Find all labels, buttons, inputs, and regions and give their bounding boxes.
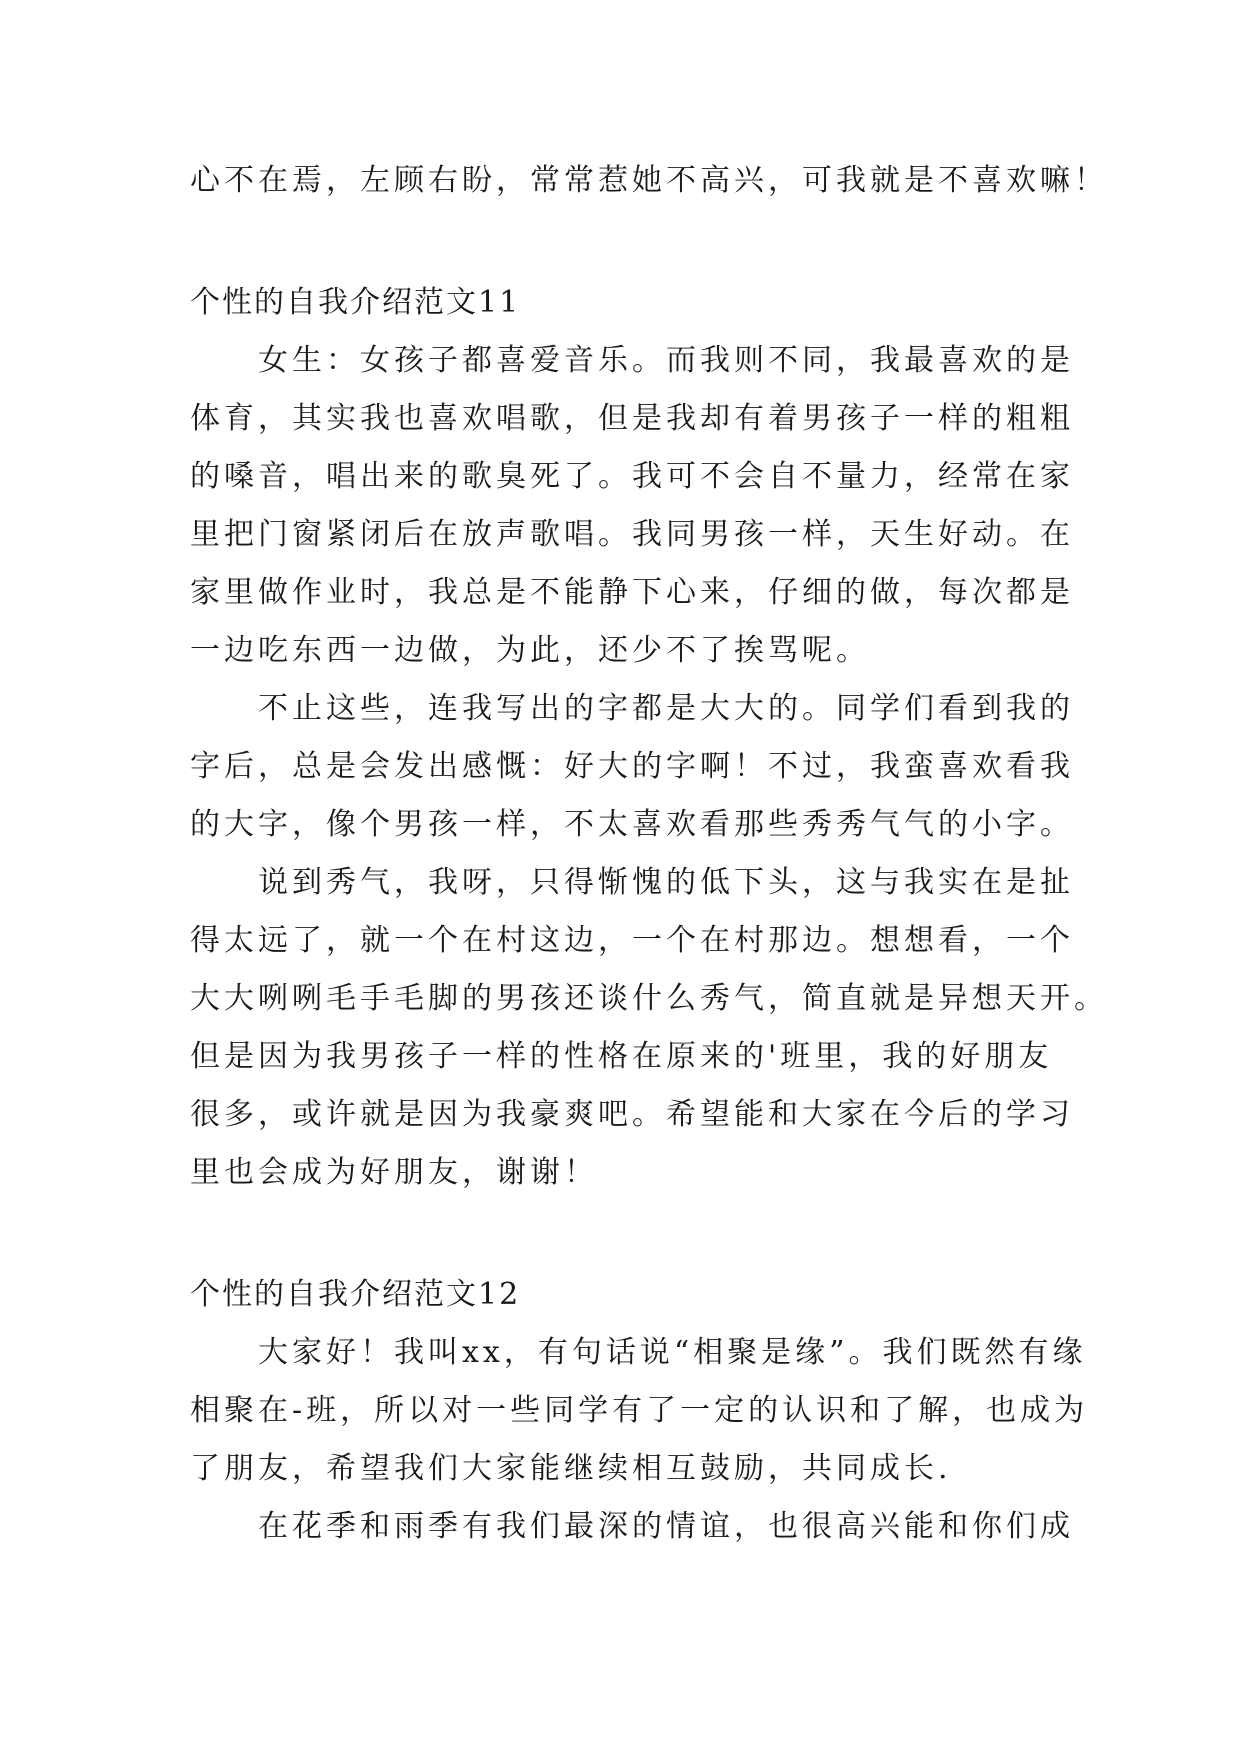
paragraph-line: 里把门窗紧闭后在放声歌唱。我同男孩一样，天生好动。在 <box>190 517 1074 552</box>
paragraph-line: 的嗓音，唱出来的歌臭死了。我可不会自不量力，经常在家 <box>190 459 1074 494</box>
paragraph-line: 相聚在-班，所以对一些同学有了一定的认识和了解，也成为 <box>190 1393 1089 1428</box>
paragraph-line: 说到秀气，我呀，只得惭愧的低下头，这与我实在是扯 <box>258 865 1074 900</box>
paragraph-line: 得太远了，就一个在村这边，一个在村那边。想想看，一个 <box>190 923 1074 958</box>
paragraph-line: 大大咧咧毛手毛脚的男孩还谈什么秀气，简直就是异想天开。 <box>190 981 1108 1016</box>
paragraph-line: 但是因为我男孩子一样的性格在原来的'班里，我的好朋友 <box>190 1039 1053 1074</box>
paragraph-line: 里也会成为好朋友，谢谢！ <box>190 1155 598 1190</box>
paragraph-line: 在花季和雨季有我们最深的情谊，也很高兴能和你们成 <box>258 1509 1074 1544</box>
paragraph-line: 了朋友，希望我们大家能继续相互鼓励，共同成长. <box>190 1451 952 1486</box>
paragraph-line: 字后，总是会发出感慨：好大的字啊！不过，我蛮喜欢看我 <box>190 749 1074 784</box>
paragraph-line: 女生：女孩子都喜爱音乐。而我则不同，我最喜欢的是 <box>258 343 1074 378</box>
section-heading: 个性的自我介绍范文11 <box>190 285 521 320</box>
document-body <box>190 152 1108 1556</box>
paragraph-line: 的大字，像个男孩一样，不太喜欢看那些秀秀气气的小字。 <box>190 807 1074 842</box>
paragraph-line: 不止这些，连我写出的字都是大大的。同学们看到我的 <box>258 691 1074 726</box>
intro-tail-line: 心不在焉，左顾右盼，常常惹她不高兴，可我就是不喜欢嘛！ <box>190 163 1108 198</box>
paragraph-line: 体育，其实我也喜欢唱歌，但是我却有着男孩子一样的粗粗 <box>190 401 1074 436</box>
paragraph-line: 家里做作业时，我总是不能静下心来，仔细的做，每次都是 <box>190 575 1074 610</box>
paragraph-line: 一边吃东西一边做，为此，还少不了挨骂呢。 <box>190 633 870 668</box>
section-heading: 个性的自我介绍范文12 <box>190 1277 521 1312</box>
paragraph-line: 很多，或许就是因为我豪爽吧。希望能和大家在今后的学习 <box>190 1097 1074 1132</box>
paragraph-line: 大家好！我叫xx，有句话说“相聚是缘”。我们既然有缘 <box>258 1335 1087 1370</box>
